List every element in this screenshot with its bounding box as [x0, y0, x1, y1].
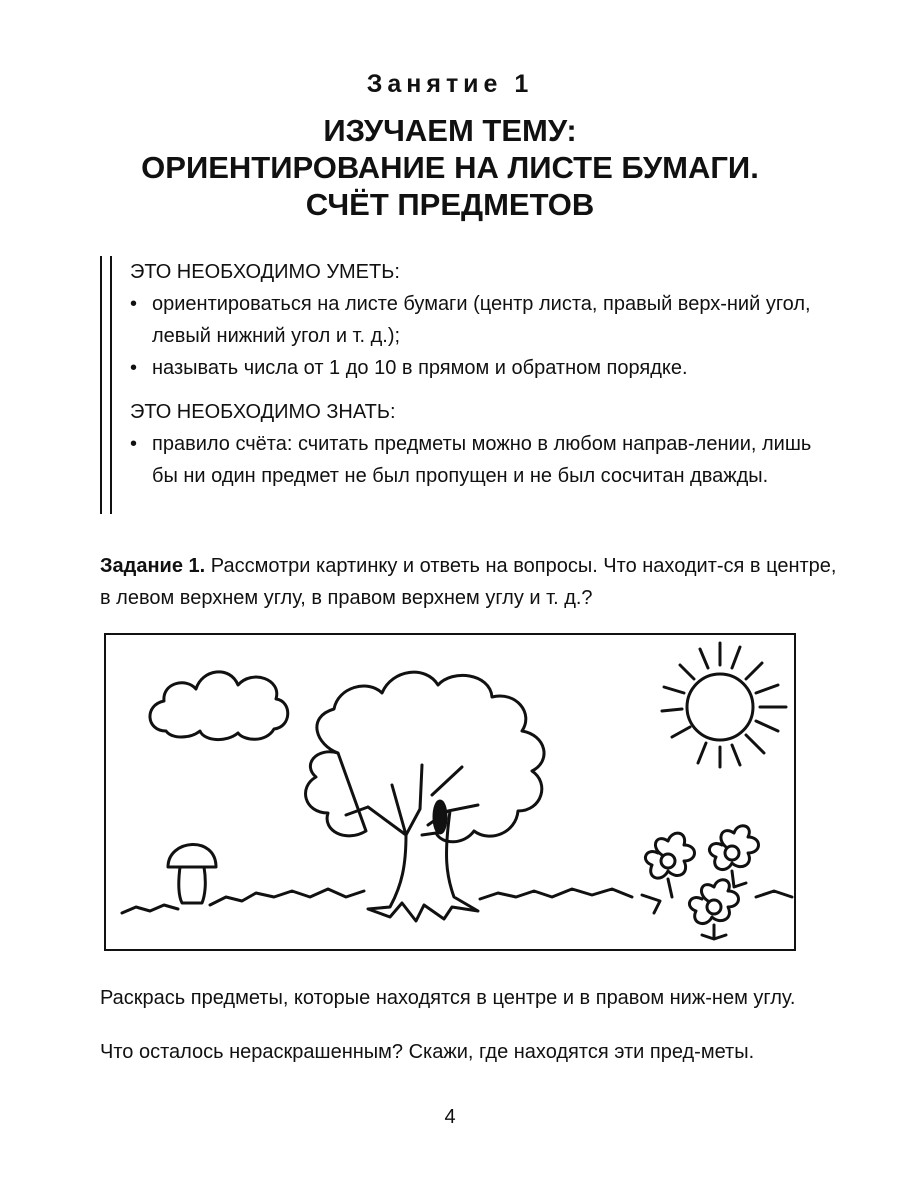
- skills-heading: ЭТО НЕОБХОДИМО УМЕТЬ:: [130, 261, 400, 283]
- list-item: [130, 288, 835, 352]
- picture-frame: [104, 633, 796, 951]
- instruction-paragraph: Раскрась предметы, которые находятся в центре и в правом ниж-нем углу.: [100, 987, 796, 1009]
- sun-icon: [662, 643, 786, 767]
- mushroom-icon: [168, 844, 216, 903]
- cloud-icon: [150, 672, 288, 740]
- double-bar-divider: [100, 256, 112, 514]
- lesson-label: Занятие 1: [366, 70, 534, 98]
- knowledge-heading: ЭТО НЕОБХОДИМО ЗНАТЬ:: [130, 401, 396, 423]
- knowledge-list: [130, 428, 835, 492]
- list-item: [130, 352, 835, 384]
- list-item: [130, 428, 835, 492]
- page-title: [0, 112, 900, 223]
- title-line: ИЗУЧАЕМ ТЕМУ:: [323, 113, 577, 148]
- title-line: ОРИЕНТИРОВАНИЕ НА ЛИСТЕ БУМАГИ.: [141, 150, 759, 185]
- title-line: СЧЁТ ПРЕДМЕТОВ: [305, 187, 595, 222]
- list-item-text: правило счёта: считать предметы можно в любом направ-лении, лишь бы ни один предмет не был пропущен и не был сосчитан дважды.: [152, 433, 812, 487]
- flowers-icon: [642, 826, 759, 939]
- list-item-text: ориентироваться на листе бумаги (центр листа, правый верх-ний угол, левый нижний угол и т. д.);: [152, 293, 811, 347]
- skills-list: [130, 288, 835, 384]
- scene-illustration: [106, 635, 794, 949]
- task-text: Рассмотри картинку и ответь на вопросы. Что находит-ся в центре, в левом верхнем углу, в правом верхнем углу и т. д.?: [100, 555, 837, 609]
- bullet-icon: •: [130, 433, 138, 455]
- bullet-icon: •: [130, 293, 138, 315]
- tree-icon: [306, 672, 545, 842]
- page-number: 4: [444, 1106, 456, 1128]
- instruction-paragraph: Что осталось нераскрашенным? Скажи, где находятся эти пред-меты.: [100, 1041, 755, 1063]
- list-item-text: называть числа от 1 до 10 в прямом и обратном порядке.: [152, 357, 688, 379]
- task-label: Задание 1.: [100, 555, 206, 577]
- bullet-icon: •: [130, 357, 138, 379]
- task-1: [100, 550, 840, 614]
